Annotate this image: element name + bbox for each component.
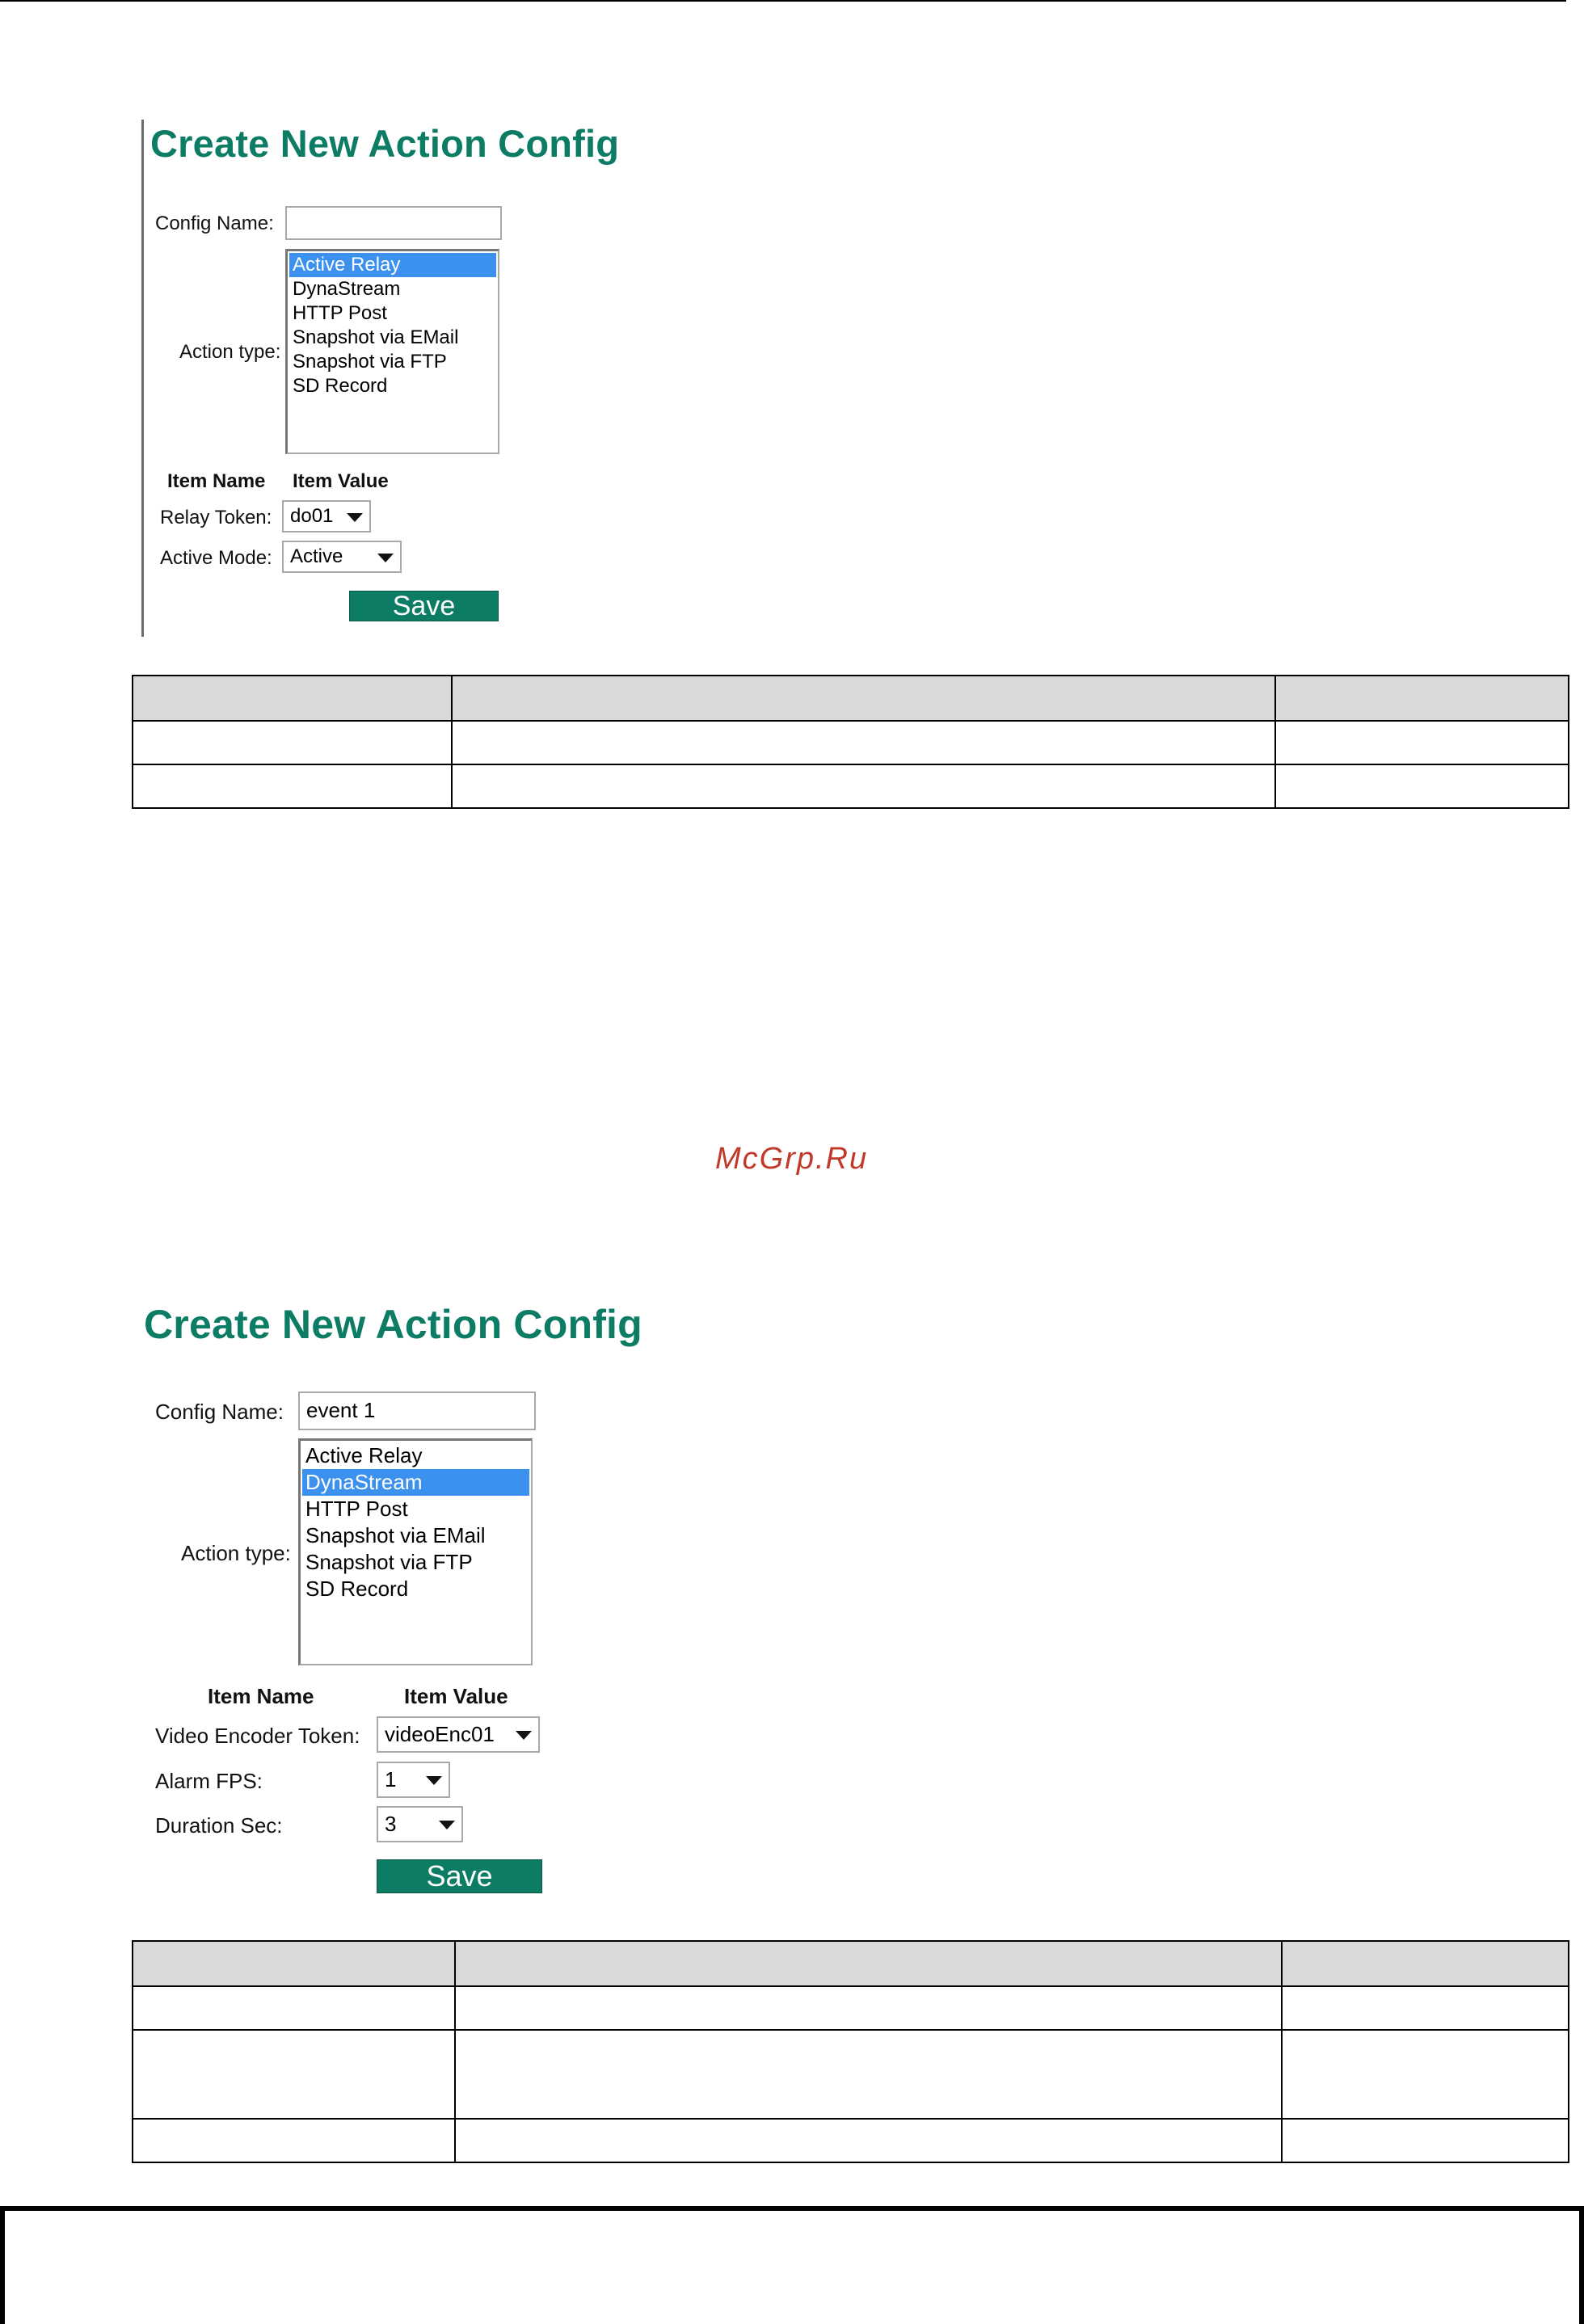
table1 [132,675,1569,809]
panel1-action-type-label: Action type: [179,341,281,363]
panel1-title: Create New Action Config [150,122,620,165]
panel1-item-name-header: Item Name [167,470,266,492]
panel1-option-http-post[interactable]: HTTP Post [293,302,387,324]
panel1-action-type-list[interactable] [285,249,499,454]
table1-cell [452,764,1275,808]
panel1-option-sd-record[interactable]: SD Record [293,375,388,397]
panel2-duration-value: 3 [385,1812,397,1836]
panel2-title: Create New Action Config [144,1302,642,1347]
panel2-option-active-relay[interactable]: Active Relay [305,1443,423,1467]
table2-header-row [133,1941,1569,1986]
table2-cell [133,2119,455,2162]
panel2-action-type-label: Action type: [181,1541,291,1565]
table1-cell [133,676,452,721]
panel1-left-border [141,120,144,637]
table2-cell [1282,2030,1569,2119]
panel1-option-snapshot-email[interactable]: Snapshot via EMail [293,326,459,348]
table1-header-row [133,676,1569,721]
table-row [133,1986,1569,2030]
chevron-down-icon [426,1776,442,1785]
table2-cell [455,1986,1282,2030]
panel1-option-dynastream[interactable]: DynaStream [293,278,401,300]
table2-cell [455,2119,1282,2162]
panel1-option-active-relay[interactable]: Active Relay [289,253,496,277]
table-row [133,764,1569,808]
panel2-config-name-input[interactable]: event 1 [298,1391,536,1430]
panel1-relay-token-select[interactable] [282,500,371,533]
panel2-action-type-list[interactable] [298,1438,533,1665]
panel2-config-name-label: Config Name: [155,1400,284,1424]
table1-cell [452,721,1275,764]
panel2-duration-label: Duration Sec: [155,1813,283,1838]
table1-cell [1275,721,1569,764]
panel2-item-name-header: Item Name [208,1684,314,1708]
panel2-alarm-fps-select[interactable] [377,1762,450,1798]
panel2-video-encoder-select[interactable] [377,1716,540,1753]
panel1-option-snapshot-ftp[interactable]: Snapshot via FTP [293,351,447,373]
table2-cell [1282,1986,1569,2030]
panel2-option-sd-record[interactable]: SD Record [305,1577,409,1601]
panel1-save-button[interactable]: Save [349,591,499,621]
panel1-active-mode-label: Active Mode: [160,547,272,569]
table-row [133,2030,1569,2119]
panel1-relay-token-value: do01 [290,505,334,527]
panel2-option-snapshot-email[interactable]: Snapshot via EMail [305,1523,486,1547]
panel2-item-value-header: Item Value [404,1684,508,1708]
panel2-alarm-fps-value: 1 [385,1767,397,1791]
panel2-alarm-fps-label: Alarm FPS: [155,1769,263,1793]
table2-cell [133,1986,455,2030]
table2-cell [133,2030,455,2119]
panel2-save-button[interactable]: Save [377,1859,542,1893]
table1-cell [133,721,452,764]
panel2-option-http-post[interactable]: HTTP Post [305,1497,408,1521]
table2 [132,1940,1569,2163]
table1-cell [1275,676,1569,721]
panel1-active-mode-value: Active [290,545,343,567]
panel2-duration-select[interactable] [377,1806,463,1842]
page-footer-box [0,2206,1584,2324]
table1-cell [452,676,1275,721]
watermark: McGrp.Ru [715,1142,869,1176]
chevron-down-icon [439,1821,455,1829]
table2-cell [1282,1941,1569,1986]
table2-cell [455,1941,1282,1986]
panel1-config-name-input[interactable] [285,206,502,240]
table-row [133,721,1569,764]
panel2-video-encoder-label: Video Encoder Token: [155,1724,360,1748]
panel2-option-dynastream[interactable]: DynaStream [302,1469,529,1496]
panel1-active-mode-select[interactable] [282,541,402,573]
chevron-down-icon [377,554,394,562]
table1-cell [1275,764,1569,808]
table-row [133,2119,1569,2162]
table2-cell [133,1941,455,1986]
chevron-down-icon [516,1731,532,1740]
panel1-config-name-label: Config Name: [155,213,274,234]
panel2-option-snapshot-ftp[interactable]: Snapshot via FTP [305,1550,473,1574]
table1-cell [133,764,452,808]
page-top-rule [0,0,1566,2]
panel2-video-encoder-value: videoEnc01 [385,1722,495,1746]
table2-cell [455,2030,1282,2119]
table2-cell [1282,2119,1569,2162]
chevron-down-icon [347,513,363,522]
panel1-relay-token-label: Relay Token: [160,507,272,528]
panel1-item-value-header: Item Value [293,470,389,492]
